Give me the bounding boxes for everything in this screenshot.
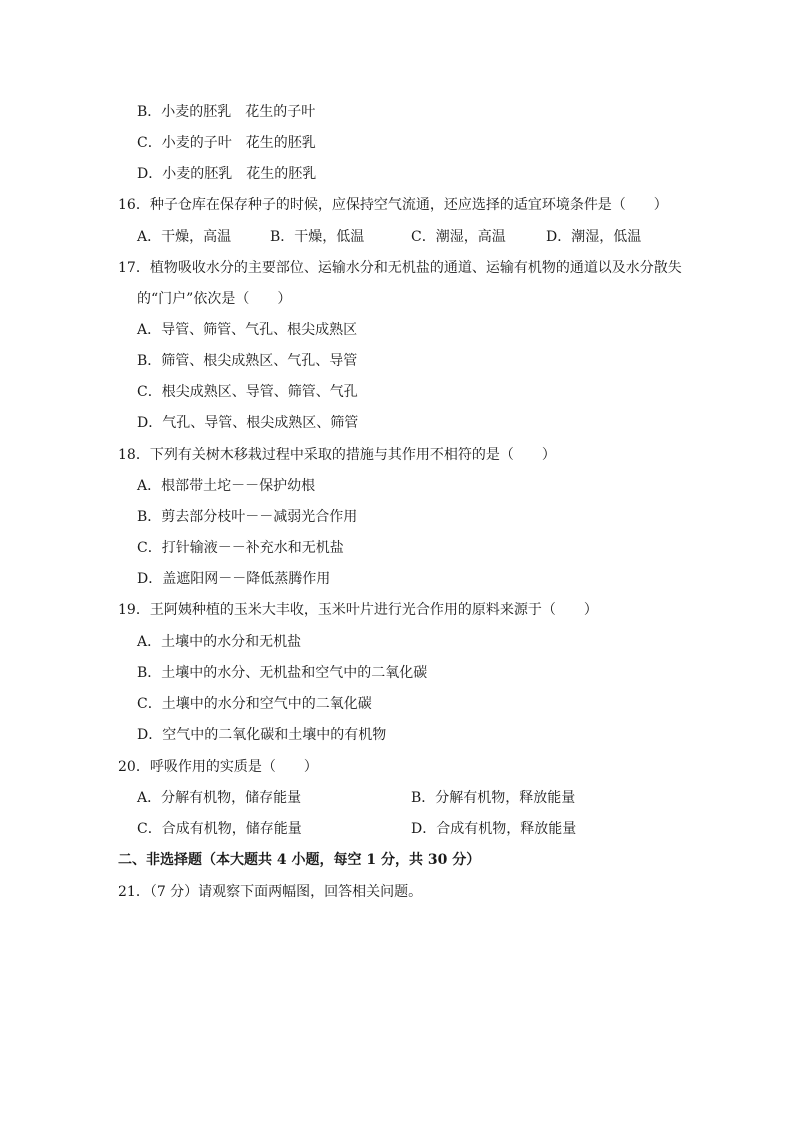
q20-option-c: C．合成有机物，储存能量 [137, 821, 302, 837]
q18-stem: 18．下列有关树木移栽过程中采取的措施与其作用不相符的是（ ） [118, 447, 556, 463]
q19-stem: 19．王阿姨种植的玉米大丰收，玉米叶片进行光合作用的原料来源于（ ） [118, 602, 598, 618]
q19-option-c: C．土壤中的水分和空气中的二氧化碳 [137, 696, 372, 712]
q17-stem-continued: 的“门户”依次是（ ） [137, 291, 292, 307]
q17-stem: 17．植物吸收水分的主要部位、运输水分和无机盐的通道、运输有机物的通道以及水分散失 [118, 260, 682, 276]
q19-option-d: D．空气中的二氧化碳和土壤中的有机物 [137, 727, 387, 743]
q15-option-b: B．小麦的胚乳 花生的子叶 [137, 104, 316, 120]
q20-option-d: D．合成有机物，释放能量 [411, 821, 577, 837]
q20-stem: 20．呼吸作用的实质是（ ） [118, 759, 318, 775]
q16-option-a: A．干燥，高温 [137, 229, 232, 245]
q16-option-b: B．干燥，低温 [270, 229, 365, 245]
q17-option-d: D．气孔、导管、根尖成熟区、筛管 [137, 415, 359, 431]
q20-option-b: B．分解有机物，释放能量 [411, 790, 576, 806]
section-heading: 二、非选择题（本大题共 4 小题，每空 1 分，共 30 分） [118, 852, 481, 868]
q15-option-d: D．小麦的胚乳 花生的胚乳 [137, 166, 317, 182]
q19-option-b: B．土壤中的水分、无机盐和空气中的二氧化碳 [137, 665, 428, 681]
q17-option-b: B．筛管、根尖成熟区、气孔、导管 [137, 353, 358, 369]
q18-option-b: B．剪去部分枝叶－－减弱光合作用 [137, 509, 358, 525]
q21-stem: 21．（7 分）请观察下面两幅图，回答相关问题。 [118, 884, 423, 900]
q16-option-d: D．潮湿，低温 [546, 229, 642, 245]
q17-option-c: C．根尖成熟区、导管、筛管、气孔 [137, 384, 358, 400]
q16-stem: 16．种子仓库在保存种子的时候，应保持空气流通，还应选择的适宜环境条件是（ ） [118, 197, 668, 213]
q15-option-c: C．小麦的子叶 花生的胚乳 [137, 135, 316, 151]
q17-option-a: A．导管、筛管、气孔、根尖成熟区 [137, 322, 358, 338]
q20-option-a: A．分解有机物，储存能量 [137, 790, 302, 806]
q19-option-a: A．土壤中的水分和无机盐 [137, 634, 302, 650]
q18-option-a: A．根部带土坨－－保护幼根 [137, 478, 316, 494]
q18-option-c: C．打针输液－－补充水和无机盐 [137, 540, 344, 556]
q18-option-d: D．盖遮阳网－－降低蒸腾作用 [137, 571, 331, 587]
q16-option-c: C．潮湿，高温 [411, 229, 506, 245]
